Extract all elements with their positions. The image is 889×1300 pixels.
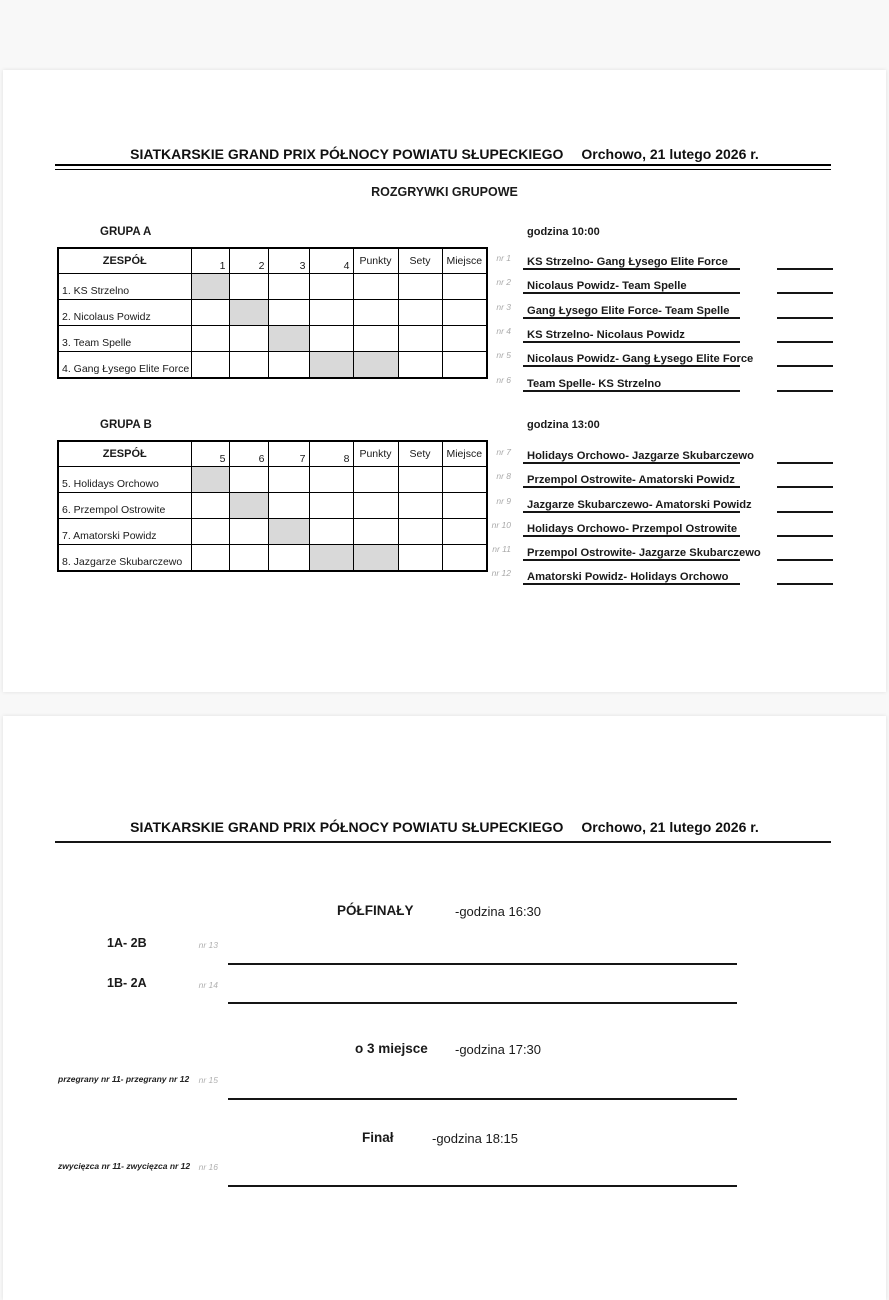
score-line [777,292,833,294]
match-number: nr 7 [496,447,511,457]
event-date-location: Orchowo, 21 lutego 2026 r. [581,819,759,835]
final-time: -godzina 18:15 [432,1131,519,1146]
section-subtitle: ROZGRYWKI GRUPOWE [371,185,518,199]
col-header-7: 7 [268,441,309,467]
group-b-time: godzina 13:00 [527,419,600,431]
score-line [777,268,833,270]
result-line [523,292,740,294]
match-number: nr 6 [496,375,511,385]
semifinal-1-pairing: 1A- 2B [107,936,147,950]
match-number: nr 4 [496,326,511,336]
group-b-label: GRUPA B [100,419,152,431]
match-row [3,444,886,464]
result-line [523,390,740,392]
match-row [3,565,886,585]
result-line [228,963,737,965]
match-row [3,347,886,367]
match-teams: Nicolaus Powidz- Gang Łysego Elite Force [527,353,754,365]
document-header [3,819,886,835]
semifinal-2-pairing: 1B- 2A [107,976,147,990]
match-row [3,372,886,392]
match-teams: Nicolaus Powidz- Team Spelle [527,280,687,292]
col-header-5: 5 [191,441,229,467]
col-header-2: 2 [229,248,268,274]
group-a-label: GRUPA A [100,226,152,238]
score-line [777,390,833,392]
match-number: nr 14 [198,980,218,990]
col-header-place: Miejsce [442,441,487,467]
score-line [777,341,833,343]
semifinals-heading: PÓŁFINAŁY [337,903,414,918]
score-line [777,535,833,537]
match-number: nr 11 [492,544,511,554]
match-number: nr 5 [496,350,511,360]
col-header-sets: Sety [398,248,442,274]
col-header-1: 1 [191,248,229,274]
group-a-time: godzina 10:00 [527,226,600,238]
match-number: nr 8 [496,471,511,481]
tournament-title: SIATKARSKIE GRAND PRIX PÓŁNOCY POWIATU SŁUPECKIEGO [130,819,564,835]
match-teams: Holidays Orchowo- Przempol Ostrowite [527,523,738,535]
third-place-pairing: przegrany nr 11- przegrany nr 12 [58,1074,190,1084]
team-cell: 4. Gang Łysego Elite Force [58,352,191,379]
col-header-3: 3 [268,248,309,274]
result-line [228,1002,737,1004]
col-header-place: Miejsce [442,248,487,274]
result-line [228,1185,737,1187]
match-number: nr 13 [198,940,218,950]
col-header-4: 4 [309,248,353,274]
col-header-8: 8 [309,441,353,467]
third-place-time: -godzina 17:30 [455,1042,542,1057]
match-teams: Team Spelle- KS Strzelno [527,378,662,390]
tournament-title: SIATKARSKIE GRAND PRIX PÓŁNOCY POWIATU SŁUPECKIEGO [130,146,564,162]
score-line [777,583,833,585]
result-line [228,1098,737,1100]
match-number: nr 10 [491,520,511,530]
match-teams: Gang Łysego Elite Force- Team Spelle [527,305,730,317]
score-line [777,511,833,513]
match-row [3,517,886,537]
col-header-sets: Sety [398,441,442,467]
result-line [523,365,740,367]
final-heading: Finał [362,1130,394,1145]
match-teams: KS Strzelno- Nicolaus Powidz [527,329,685,341]
col-header-points: Punkty [353,441,398,467]
match-teams: Przempol Ostrowite- Jazgarze Skubarczewo [527,547,761,559]
team-cell: 3. Team Spelle [58,326,191,352]
match-teams: Amatorski Powidz- Holidays Orchowo [527,571,729,583]
team-cell: 6. Przempol Ostrowite [58,493,191,519]
match-row [3,250,886,270]
team-cell: 5. Holidays Orchowo [58,467,191,493]
match-number: nr 15 [198,1075,218,1085]
match-number: nr 3 [496,302,511,312]
match-row [3,493,886,513]
result-line [523,583,740,585]
match-row [3,541,886,561]
score-line [777,365,833,367]
match-number: nr 16 [198,1162,218,1172]
match-number: nr 12 [491,568,511,578]
match-row [3,299,886,319]
header-rule [55,164,831,170]
page-1 [3,70,886,692]
result-line [523,535,740,537]
team-cell: 7. Amatorski Powidz [58,519,191,545]
match-row [3,323,886,343]
event-date-location: Orchowo, 21 lutego 2026 r. [581,146,759,162]
result-line [523,486,740,488]
col-header-6: 6 [229,441,268,467]
match-row [3,274,886,294]
result-line [523,511,740,513]
result-line [523,559,740,561]
header-rule [55,841,831,843]
match-teams: Przempol Ostrowite- Amatorski Powidz [527,474,735,486]
col-header-team: ZESPÓŁ [58,441,191,467]
page-2 [3,716,886,1300]
result-line [523,341,740,343]
score-line [777,462,833,464]
match-number: nr 1 [496,253,511,263]
document-header [3,146,886,162]
result-line [523,317,740,319]
match-teams: Holidays Orchowo- Jazgarze Skubarczewo [527,450,754,462]
match-teams: KS Strzelno- Gang Łysego Elite Force [527,256,728,268]
final-pairing: zwycięzca nr 11- zwycięzca nr 12 [58,1161,191,1171]
semifinals-time: -godzina 16:30 [455,904,542,919]
match-teams: Jazgarze Skubarczewo- Amatorski Powidz [527,499,752,511]
team-cell: 8. Jazgarze Skubarczewo [58,545,191,572]
team-cell: 2. Nicolaus Powidz [58,300,191,326]
col-header-team: ZESPÓŁ [58,248,191,274]
match-number: nr 2 [496,277,511,287]
score-line [777,559,833,561]
result-line [523,462,740,464]
team-cell: 1. KS Strzelno [58,274,191,300]
result-line [523,268,740,270]
score-line [777,486,833,488]
third-place-heading: o 3 miejsce [355,1041,428,1056]
match-number: nr 9 [496,496,511,506]
score-line [777,317,833,319]
match-row [3,468,886,488]
col-header-points: Punkty [353,248,398,274]
